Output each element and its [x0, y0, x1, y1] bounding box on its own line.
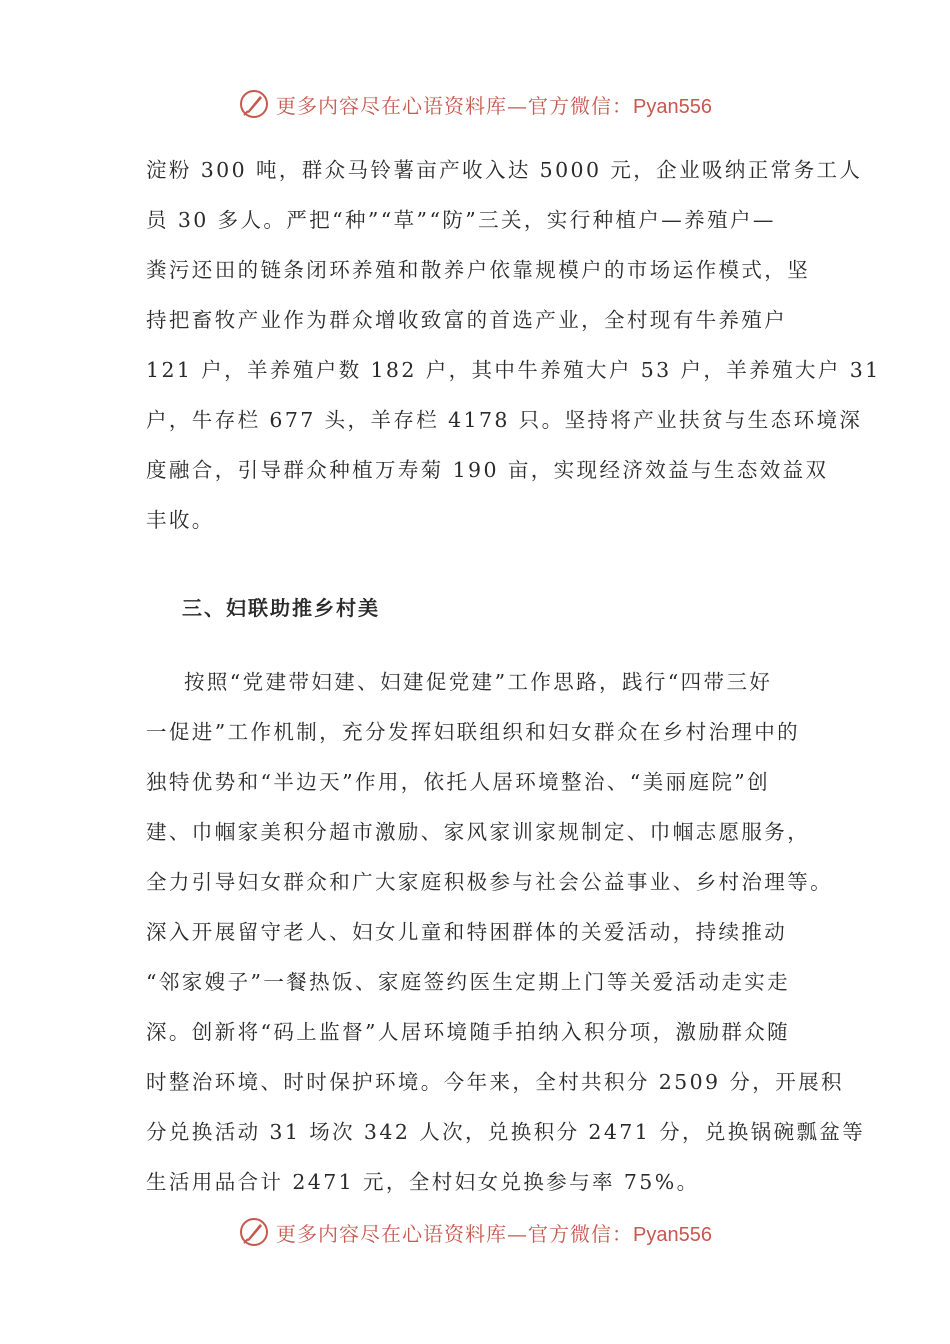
watermark-header	[0, 84, 950, 124]
text-line: 持把畜牧产业作为群众增收致富的首选产业，全村现有牛养殖户	[146, 308, 788, 332]
text-line: 户，牛存栏 677 头，羊存栏 4178 只。坚持将产业扶贫与生态环境深	[146, 408, 863, 432]
document-body	[146, 145, 881, 1207]
text-line: 建、巾帼家美积分超市激励、家风家训家规制定、巾帼志愿服务，	[146, 820, 811, 844]
text-line: 时整治环境、时时保护环境。今年来，全村共积分 2509 分，开展积	[146, 1070, 844, 1094]
text-line: 按照“党建带妇建、妇建促党建”工作思路，践行“四带三好	[184, 670, 773, 694]
text-line: 121 户，羊养殖户数 182 户，其中牛养殖大户 53 户，羊养殖大户 31	[146, 358, 881, 382]
quill-logo-icon	[238, 1216, 270, 1248]
text-line: 度融合，引导群众种植万寿菊 190 亩，实现经济效益与生态效益双	[146, 458, 829, 482]
quill-logo-icon	[238, 88, 270, 120]
paragraph-womens-federation	[146, 657, 866, 1207]
section-heading: 三、妇联助推乡村美	[182, 596, 380, 620]
text-line: 生活用品合计 2471 元，全村妇女兑换参与率 75%。	[146, 1170, 700, 1194]
paragraph-livestock	[146, 145, 881, 545]
text-line: 分兑换活动 31 场次 342 人次，兑换积分 2471 分，兑换锅碗瓢盆等	[146, 1120, 866, 1144]
watermark-text: 更多内容尽在心语资料库—官方微信：Pyan556	[276, 1221, 712, 1246]
text-line: 全力引导妇女群众和广大家庭积极参与社会公益事业、乡村治理等。	[146, 870, 833, 894]
watermark-footer	[0, 1212, 950, 1252]
text-line: 淀粉 300 吨，群众马铃薯亩产收入达 5000 元，企业吸纳正常务工人	[146, 158, 863, 182]
watermark-text: 更多内容尽在心语资料库—官方微信：Pyan556	[276, 93, 712, 118]
text-line: 丰收。	[146, 508, 215, 532]
text-line: “邻家嫂子”一餐热饭、家庭签约医生定期上门等关爱活动走实走	[146, 970, 791, 994]
text-line: 粪污还田的链条闭环养殖和散养户依靠规模户的市场运作模式，坚	[146, 258, 811, 282]
text-line: 深入开展留守老人、妇女儿童和特困群体的关爱活动，持续推动	[146, 920, 788, 944]
text-line: 深。创新将“码上监督”人居环境随手拍纳入积分项，激励群众随	[146, 1020, 791, 1044]
text-line: 独特优势和“半边天”作用，依托人居环境整治、“美丽庭院”创	[146, 770, 771, 794]
text-line: 员 30 多人。严把“种”“草”“防”三关，实行种植户—养殖户—	[146, 208, 776, 232]
text-line: 一促进”工作机制，充分发挥妇联组织和妇女群众在乡村治理中的	[146, 720, 801, 744]
